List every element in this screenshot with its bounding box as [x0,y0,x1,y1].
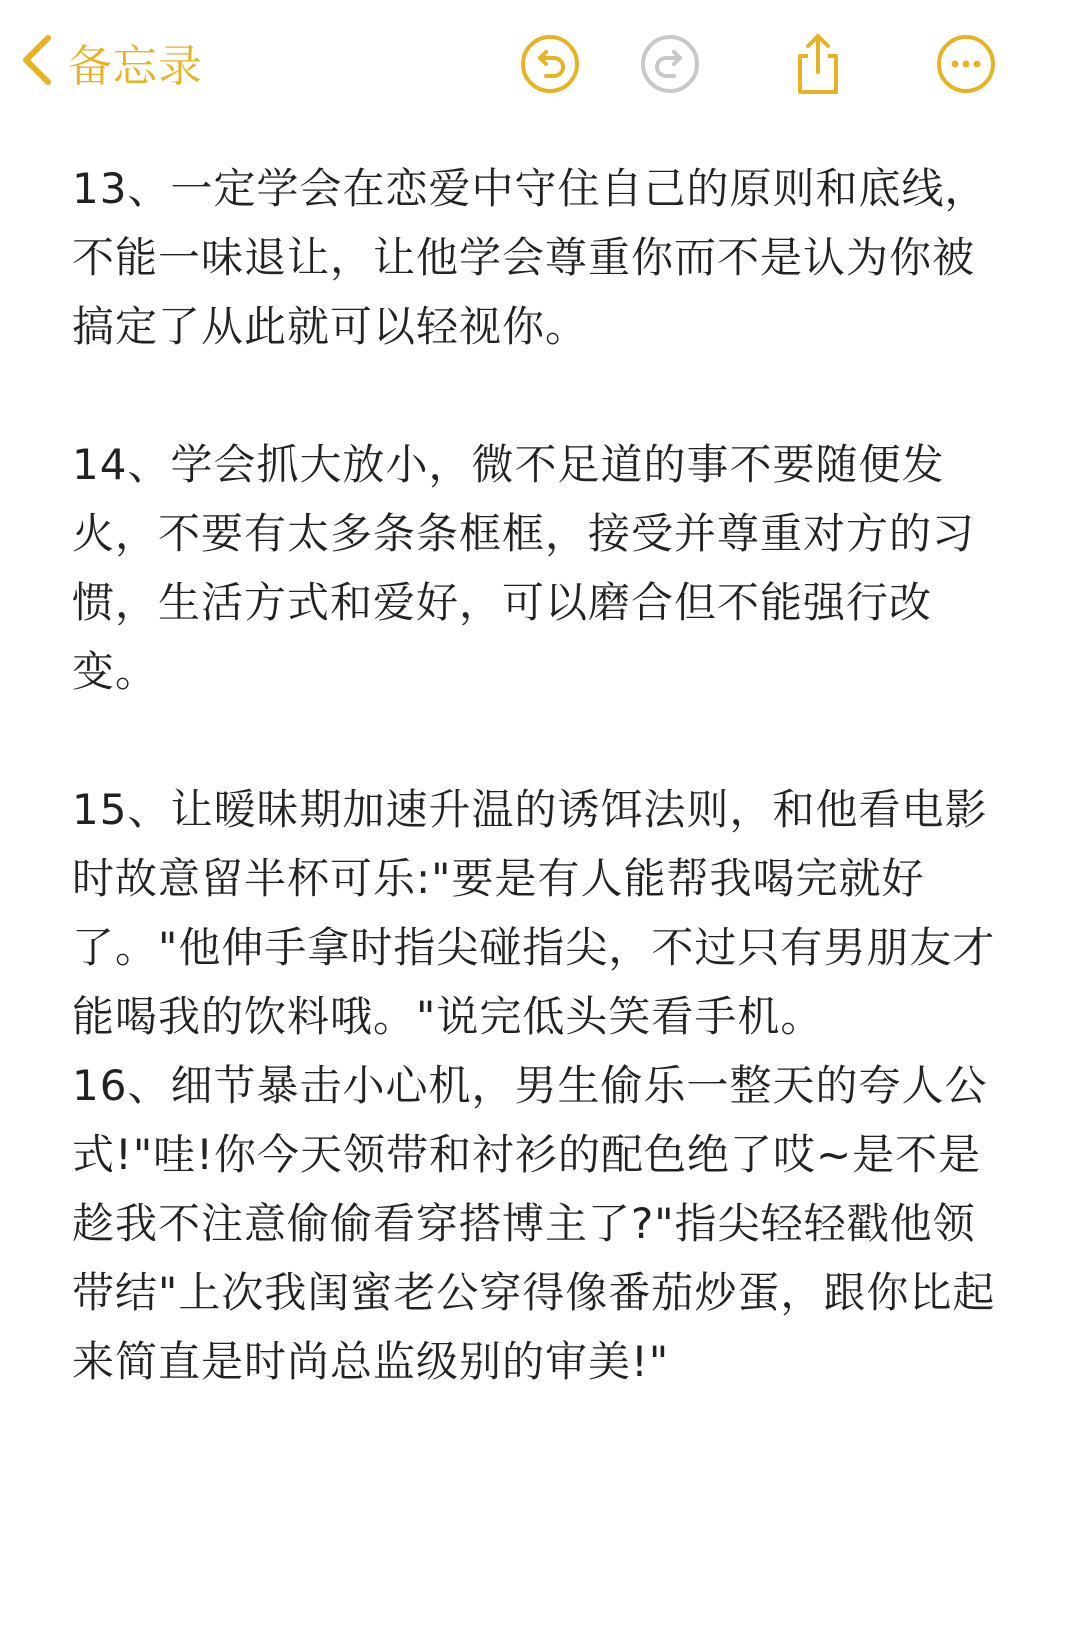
note-paragraph-15: 15、让暧昧期加速升温的诱饵法则，和他看电影时故意留半杯可乐:"要是有人能帮我喝完就好了。"他伸手拿时指尖碰指尖，不过只有男朋友才能喝我的饮料哦。"说完低头笑看手机。 [72,785,996,1041]
note-paragraph-16: 16、细节暴击小心机，男生偷乐一整天的夸人公式!"哇!你今天领带和衬衫的配色绝了哎~是不是趁我不注意偷偷看穿搭博主了?"指尖轻轻戳他领带结"上次我闺蜜老公穿得像番茄炒蛋，跟你比起来简直是时尚总监级别的审美!" [72,1061,996,1386]
paragraph-spacer [72,706,1002,775]
chevron-left-icon [18,32,54,92]
undo-icon [518,32,582,100]
undo-button[interactable] [516,30,584,102]
more-icon [934,32,998,100]
back-label: 备忘录 [68,41,203,92]
navigation-bar [0,0,1080,130]
note-body[interactable] [72,154,1002,1396]
more-button[interactable] [932,30,1000,102]
back-button[interactable] [18,30,203,94]
redo-button[interactable] [636,30,704,102]
note-paragraph-14: 14、学会抓大放小，微不足道的事不要随便发火，不要有太多条条框框，接受并尊重对方的习惯，生活方式和爱好，可以磨合但不能强行改变。 [72,440,976,696]
paragraph-spacer [72,361,1002,430]
share-icon [786,32,850,100]
note-paragraph-13: 13、一定学会在恋爱中守住自己的原则和底线，不能一味退让，让他学会尊重你而不是认为你被搞定了从此就可以轻视你。 [72,164,988,351]
share-button[interactable] [784,30,852,102]
redo-icon [638,32,702,100]
